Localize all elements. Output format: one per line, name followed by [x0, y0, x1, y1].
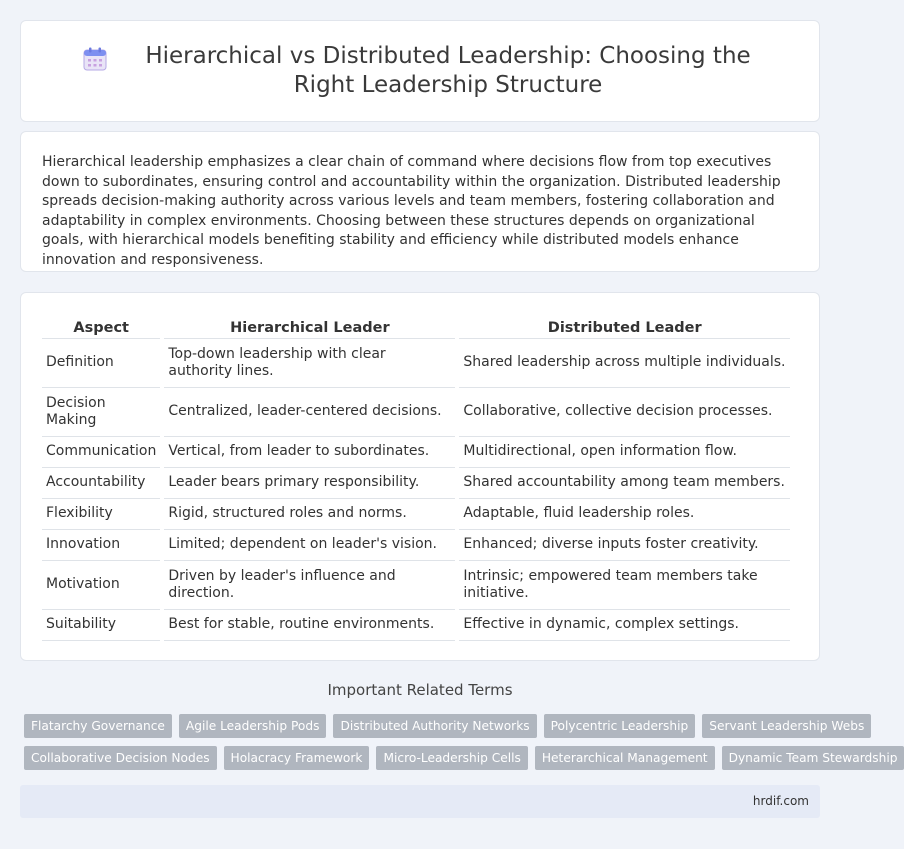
cell-hierarchical: Limited; dependent on leader's vision.: [164, 530, 455, 561]
cell-hierarchical: Centralized, leader-centered decisions.: [164, 388, 455, 437]
related-term-tag[interactable]: Distributed Authority Networks: [333, 714, 536, 738]
cell-hierarchical: Top-down leadership with clear authority lines.: [164, 339, 455, 388]
footer: [20, 785, 820, 818]
related-term-tag[interactable]: Agile Leadership Pods: [179, 714, 327, 738]
table-row: [42, 339, 790, 388]
cell-aspect: Innovation: [42, 530, 160, 561]
related-term-tag[interactable]: Polycentric Leadership: [544, 714, 696, 738]
cell-hierarchical: Best for stable, routine environments.: [164, 610, 455, 641]
related-term-tag[interactable]: Collaborative Decision Nodes: [24, 746, 217, 770]
cell-aspect: Decision Making: [42, 388, 160, 437]
title-card: [20, 20, 820, 122]
related-term-tag[interactable]: Heterarchical Management: [535, 746, 715, 770]
cell-aspect: Flexibility: [42, 499, 160, 530]
table-row: [42, 610, 790, 641]
table-row: [42, 468, 790, 499]
cell-aspect: Communication: [42, 437, 160, 468]
cell-distributed: Adaptable, fluid leadership roles.: [459, 499, 790, 530]
cell-aspect: Accountability: [42, 468, 160, 499]
cell-hierarchical: Driven by leader's influence and direction.: [164, 561, 455, 610]
header-distributed: Distributed Leader: [459, 313, 790, 339]
calendar-icon: [82, 46, 108, 72]
cell-distributed: Shared leadership across multiple individuals.: [459, 339, 790, 388]
related-terms-heading: Important Related Terms: [327, 681, 513, 699]
table-row: [42, 437, 790, 468]
page-title: Hierarchical vs Distributed Leadership: Choosing the Right Leadership Structure: [145, 43, 751, 98]
table-row: [42, 499, 790, 530]
cell-distributed: Collaborative, collective decision processes.: [459, 388, 790, 437]
cell-distributed: Multidirectional, open information flow.: [459, 437, 790, 468]
related-term-tag[interactable]: Dynamic Team Stewardship: [722, 746, 904, 770]
cell-distributed: Effective in dynamic, complex settings.: [459, 610, 790, 641]
header-hierarchical: Hierarchical Leader: [164, 313, 455, 339]
related-term-tag[interactable]: Holacracy Framework: [224, 746, 370, 770]
table-row: [42, 388, 790, 437]
comparison-table: [38, 313, 794, 641]
table-row: [42, 561, 790, 610]
header-aspect: Aspect: [42, 313, 160, 339]
related-term-tag[interactable]: Flatarchy Governance: [24, 714, 172, 738]
cell-hierarchical: Vertical, from leader to subordinates.: [164, 437, 455, 468]
footer-site[interactable]: hrdif.com: [752, 794, 809, 808]
cell-distributed: Enhanced; diverse inputs foster creativity.: [459, 530, 790, 561]
cell-aspect: Definition: [42, 339, 160, 388]
cell-distributed: Intrinsic; empowered team members take initiative.: [459, 561, 790, 610]
cell-distributed: Shared accountability among team members.: [459, 468, 790, 499]
intro-paragraph: Hierarchical leadership emphasizes a clear chain of command where decisions flow from top executives down to subordinates, ensuring control and accountability within the organization. Distributed leadership spreads decision-making authority across various levels and team members, fostering collaboration and adaptability in complex environments. Choosing between these structures depends on organizational goals, with hierarchical models benefiting stability and efficiency while distributed models enhance innovation and responsiveness.: [42, 154, 781, 268]
intro-card: [20, 131, 820, 272]
cell-hierarchical: Leader bears primary responsibility.: [164, 468, 455, 499]
comparison-table-card: [20, 292, 820, 661]
related-term-tag[interactable]: Servant Leadership Webs: [702, 714, 871, 738]
related-term-tag[interactable]: Micro-Leadership Cells: [376, 746, 527, 770]
related-terms-list: [24, 714, 898, 778]
cell-aspect: Suitability: [42, 610, 160, 641]
cell-aspect: Motivation: [42, 561, 160, 610]
table-row: [42, 530, 790, 561]
cell-hierarchical: Rigid, structured roles and norms.: [164, 499, 455, 530]
